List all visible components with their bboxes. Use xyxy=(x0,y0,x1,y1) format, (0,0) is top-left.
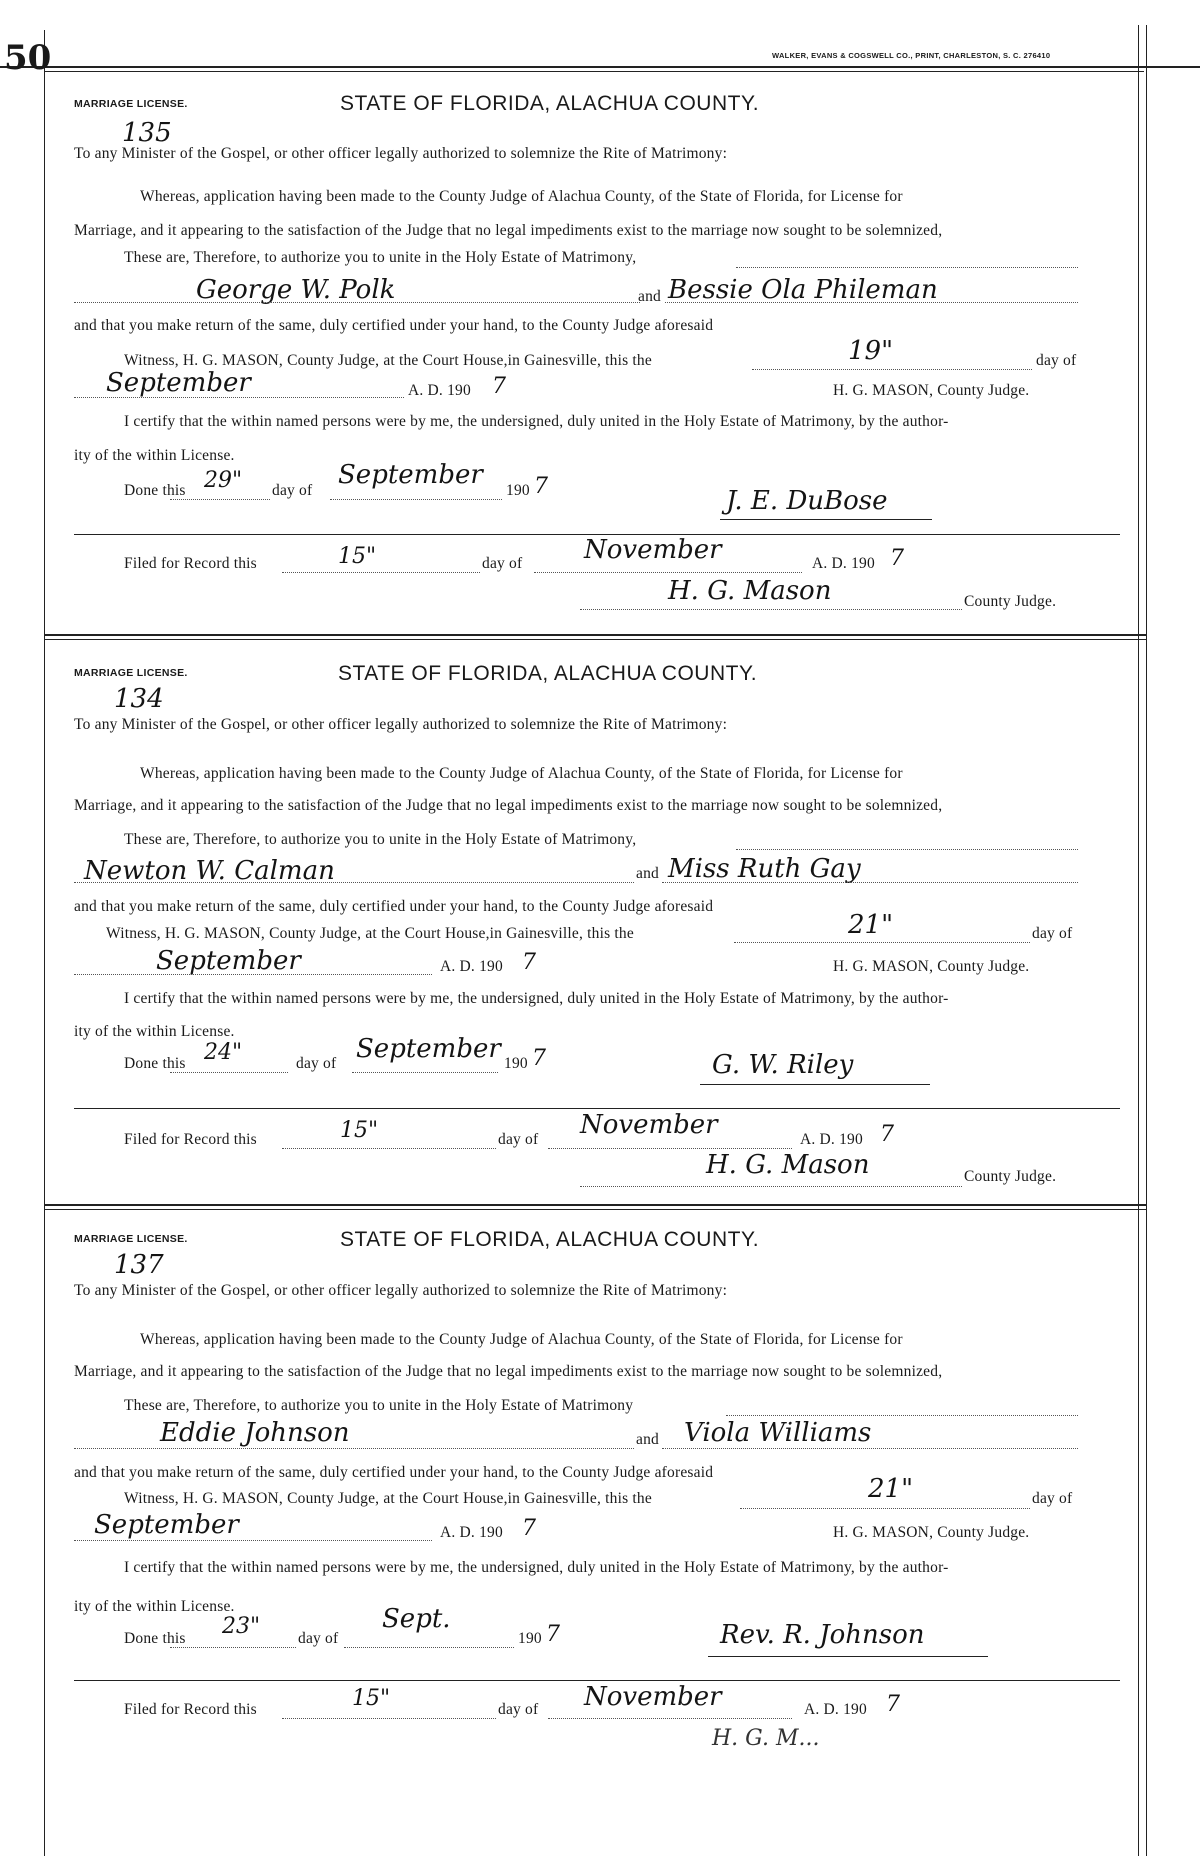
fill-line xyxy=(736,849,1078,850)
license-label: MARRIAGE LICENSE. xyxy=(74,98,188,110)
fill-line xyxy=(170,499,270,500)
fill-line xyxy=(344,1647,514,1648)
filed-day-of: day of xyxy=(498,1131,539,1148)
done-year-digit: 7 xyxy=(546,1622,560,1647)
fill-line xyxy=(170,1072,288,1073)
witness-line: Witness, H. G. MASON, County Judge, at the Court House,in Gainesville, this the xyxy=(124,352,652,369)
page-number: 50 xyxy=(4,38,52,78)
issue-month: September xyxy=(94,1510,239,1540)
done-this-label: Done this xyxy=(124,1055,186,1072)
whereas-line: Whereas, application having been made to the County Judge of Alachua County, of the State of Florida, for License for xyxy=(140,765,903,782)
certify-line: I certify that the within named persons were by me, the undersigned, duly united in the Holy Estate of Matrimony, by the author- xyxy=(124,990,949,1007)
issue-day: 21" xyxy=(868,1474,914,1504)
issue-year-digit: 7 xyxy=(522,950,536,975)
day-of-label: day of xyxy=(1032,925,1073,942)
fill-line xyxy=(282,572,480,573)
filed-year-digit: 7 xyxy=(890,546,904,571)
license-divider xyxy=(44,1204,1146,1206)
filed-day-of: day of xyxy=(498,1701,539,1718)
day-of-label: day of xyxy=(1032,1490,1073,1507)
filed-ad: A. D. 190 xyxy=(812,555,875,572)
return-line: and that you make return of the same, duly certified under your hand, to the County Judge aforesaid xyxy=(74,898,714,915)
fill-line xyxy=(534,572,802,573)
and-label: and xyxy=(636,1431,659,1448)
whereas-line-2: Marriage, and it appearing to the satisfaction of the Judge that no legal impediments exist to the marriage now sought to be solemnized, xyxy=(74,222,943,239)
address-line: To any Minister of the Gospel, or other officer legally authorized to solemnize the Rite of Matrimony: xyxy=(74,716,728,733)
top-header-rule xyxy=(0,66,1200,68)
issue-day: 19" xyxy=(848,336,894,366)
issue-month: September xyxy=(106,368,251,398)
license-title: STATE OF FLORIDA, ALACHUA COUNTY. xyxy=(338,662,758,685)
fill-line xyxy=(74,302,640,303)
done-month: September xyxy=(338,460,483,490)
fill-line xyxy=(662,1448,1078,1449)
judge-title: H. G. MASON, County Judge. xyxy=(833,958,1030,975)
license-label: MARRIAGE LICENSE. xyxy=(74,667,188,679)
witness-line: Witness, H. G. MASON, County Judge, at the Court House,in Gainesville, this the xyxy=(106,925,634,942)
done-year-digit: 7 xyxy=(534,474,548,499)
groom-name: George W. Polk xyxy=(196,275,396,305)
filed-label: Filed for Record this xyxy=(124,555,257,572)
done-this-label: Done this xyxy=(124,482,186,499)
officiant-underline xyxy=(708,1656,988,1657)
filed-month: November xyxy=(580,1110,718,1140)
filed-signature: H. G. Mason xyxy=(668,576,832,606)
license-divider-thin xyxy=(44,639,1146,640)
county-judge-label: County Judge. xyxy=(964,1168,1057,1185)
fill-line xyxy=(580,1186,962,1187)
license-label: MARRIAGE LICENSE. xyxy=(74,1233,188,1245)
fill-line xyxy=(74,397,404,398)
ad-label: A. D. 190 xyxy=(440,958,503,975)
address-line: To any Minister of the Gospel, or other officer legally authorized to solemnize the Rite of Matrimony: xyxy=(74,145,728,162)
whereas-line: Whereas, application having been made to the County Judge of Alachua County, of the State of Florida, for License for xyxy=(140,188,903,205)
fill-line xyxy=(74,1448,634,1449)
witness-line: Witness, H. G. MASON, County Judge, at the Court House,in Gainesville, this the xyxy=(124,1490,652,1507)
fill-line xyxy=(665,302,1078,303)
done-day: 29" xyxy=(204,468,243,493)
filed-label: Filed for Record this xyxy=(124,1701,257,1718)
done-this-label: Done this xyxy=(124,1630,186,1647)
authorize-line: These are, Therefore, to authorize you to unite in the Holy Estate of Matrimony, xyxy=(124,831,637,848)
and-label: and xyxy=(636,865,659,882)
authorize-line: These are, Therefore, to authorize you to unite in the Holy Estate of Matrimony xyxy=(124,1397,634,1414)
fill-line xyxy=(74,974,432,975)
filed-month: November xyxy=(584,535,722,565)
filed-day-of: day of xyxy=(482,555,523,572)
fill-line xyxy=(548,1718,792,1719)
section-rule xyxy=(74,1680,1120,1681)
fill-line xyxy=(580,609,962,610)
filed-day: 15" xyxy=(352,1686,391,1711)
right-margin-rule xyxy=(1138,25,1139,1856)
ad-label: A. D. 190 xyxy=(440,1524,503,1541)
whereas-line: Whereas, application having been made to the County Judge of Alachua County, of the State of Florida, for License for xyxy=(140,1331,903,1348)
filed-signature: H. G. Mason xyxy=(706,1150,870,1180)
section-rule xyxy=(74,1108,1120,1109)
filed-day: 15" xyxy=(338,544,377,569)
done-year-digit: 7 xyxy=(532,1046,546,1071)
groom-name: Newton W. Calman xyxy=(84,856,335,886)
officiant-signature: G. W. Riley xyxy=(712,1050,854,1080)
certify-line-2: ity of the within License. xyxy=(74,1023,235,1040)
done-day: 23" xyxy=(222,1614,261,1639)
fill-line xyxy=(170,1647,296,1648)
and-label: and xyxy=(638,288,661,305)
right-edge-rule xyxy=(1146,25,1147,1856)
fill-line xyxy=(74,882,634,883)
authorize-line: These are, Therefore, to authorize you to unite in the Holy Estate of Matrimony, xyxy=(124,249,637,266)
certify-line: I certify that the within named persons were by me, the undersigned, duly united in the Holy Estate of Matrimony, by the author- xyxy=(124,413,949,430)
certify-line-2: ity of the within License. xyxy=(74,447,235,464)
license-number: 134 xyxy=(114,684,164,714)
license-number: 137 xyxy=(114,1250,164,1280)
certify-line: I certify that the within named persons were by me, the undersigned, duly united in the Holy Estate of Matrimony, by the author- xyxy=(124,1559,949,1576)
filed-day: 15" xyxy=(340,1118,379,1143)
done-year: 190 xyxy=(518,1630,542,1647)
officiant-signature: J. E. DuBose xyxy=(726,486,888,516)
left-margin-rule xyxy=(44,30,45,1856)
groom-name: Eddie Johnson xyxy=(160,1418,350,1448)
filed-year-digit: 7 xyxy=(880,1122,894,1147)
county-judge-label: County Judge. xyxy=(964,593,1057,610)
fill-line xyxy=(330,499,502,500)
filed-ad: A. D. 190 xyxy=(800,1131,863,1148)
filed-label: Filed for Record this xyxy=(124,1131,257,1148)
day-of-label: day of xyxy=(1036,352,1077,369)
fill-line xyxy=(282,1148,496,1149)
fill-line xyxy=(726,1415,1078,1416)
fill-line xyxy=(734,942,1030,943)
issue-month: September xyxy=(156,946,301,976)
whereas-line-2: Marriage, and it appearing to the satisfaction of the Judge that no legal impediments exist to the marriage now sought to be solemnized, xyxy=(74,1363,943,1380)
officiant-underline xyxy=(700,1084,930,1085)
fill-line xyxy=(740,1508,1030,1509)
done-day-of: day of xyxy=(272,482,313,499)
fill-line xyxy=(282,1718,496,1719)
fill-line xyxy=(74,1540,432,1541)
license-title: STATE OF FLORIDA, ALACHUA COUNTY. xyxy=(340,92,760,115)
issue-year-digit: 7 xyxy=(492,374,506,399)
done-day-of: day of xyxy=(296,1055,337,1072)
issue-day: 21" xyxy=(848,910,894,940)
fill-line xyxy=(548,1148,792,1149)
top-header-rule-thin xyxy=(44,71,1144,72)
fill-line xyxy=(352,1072,498,1073)
bride-name: Bessie Ola Phileman xyxy=(668,275,938,305)
done-year: 190 xyxy=(504,1055,528,1072)
done-month: September xyxy=(356,1034,501,1064)
judge-title: H. G. MASON, County Judge. xyxy=(833,1524,1030,1541)
return-line: and that you make return of the same, duly certified under your hand, to the County Judge aforesaid xyxy=(74,317,714,334)
license-divider xyxy=(44,634,1146,636)
bride-name: Viola Williams xyxy=(684,1418,872,1448)
whereas-line-2: Marriage, and it appearing to the satisfaction of the Judge that no legal impediments exist to the marriage now sought to be solemnized, xyxy=(74,797,943,814)
done-day-of: day of xyxy=(298,1630,339,1647)
filed-signature: H. G. M... xyxy=(712,1726,820,1751)
done-day: 24" xyxy=(204,1040,243,1065)
license-title: STATE OF FLORIDA, ALACHUA COUNTY. xyxy=(340,1228,760,1251)
license-divider-thin xyxy=(44,1209,1146,1210)
officiant-underline xyxy=(720,519,932,520)
fill-line xyxy=(736,267,1078,268)
bride-name: Miss Ruth Gay xyxy=(668,854,861,884)
filed-year-digit: 7 xyxy=(886,1692,900,1717)
certify-line-2: ity of the within License. xyxy=(74,1598,235,1615)
issue-year-digit: 7 xyxy=(522,1516,536,1541)
filed-ad: A. D. 190 xyxy=(804,1701,867,1718)
filed-month: November xyxy=(584,1682,722,1712)
ad-label: A. D. 190 xyxy=(408,382,471,399)
license-number: 135 xyxy=(122,118,172,148)
return-line: and that you make return of the same, duly certified under your hand, to the County Judge aforesaid xyxy=(74,1464,714,1481)
fill-line xyxy=(662,882,1078,883)
address-line: To any Minister of the Gospel, or other officer legally authorized to solemnize the Rite of Matrimony: xyxy=(74,1282,728,1299)
done-month: Sept. xyxy=(382,1604,451,1634)
judge-title: H. G. MASON, County Judge. xyxy=(833,382,1030,399)
printer-imprint: WALKER, EVANS & COGSWELL CO., PRINT, CHARLESTON, S. C. 276410 xyxy=(772,51,1051,60)
done-year: 190 xyxy=(506,482,530,499)
fill-line xyxy=(752,369,1032,370)
officiant-signature: Rev. R. Johnson xyxy=(720,1620,925,1650)
